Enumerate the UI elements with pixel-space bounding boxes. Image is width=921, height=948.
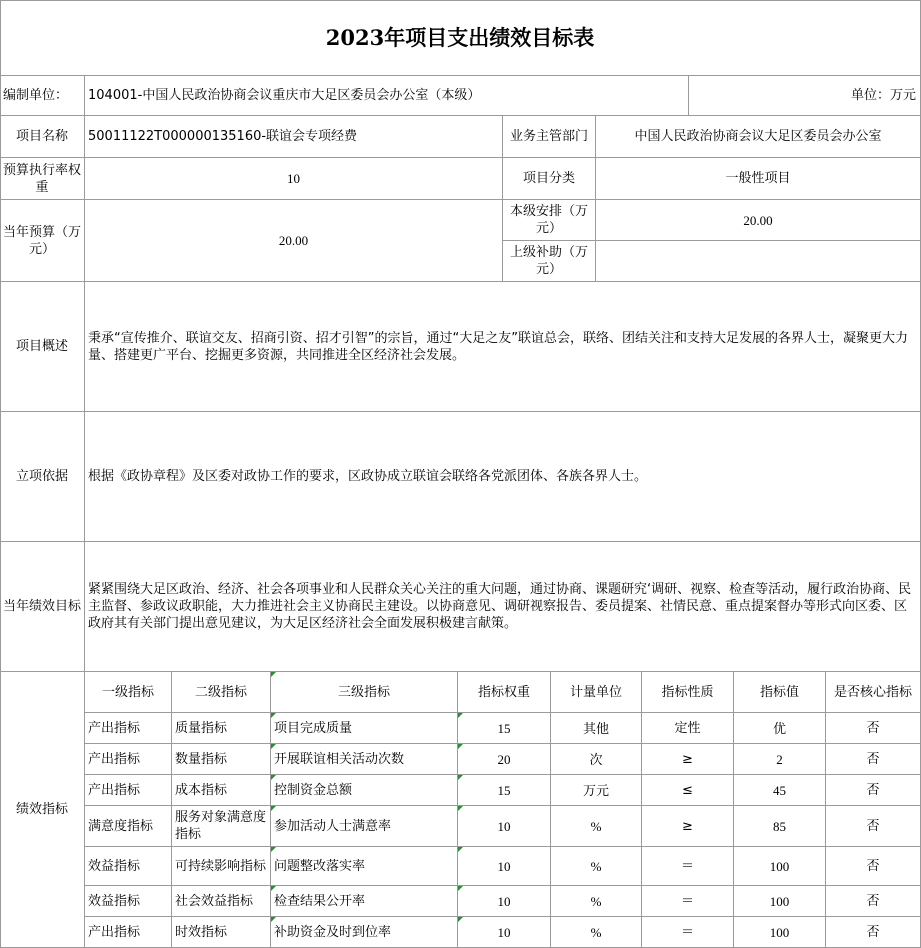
indicator-cell-level2[interactable]: 时效指标 bbox=[172, 917, 271, 948]
goal-label[interactable]: 当年绩效目标 bbox=[0, 542, 85, 672]
indicator-cell-level3[interactable]: 开展联谊相关活动次数 bbox=[271, 744, 458, 775]
indicator-cell-unit[interactable]: % bbox=[551, 806, 642, 847]
indicator-cell-level1[interactable]: 效益指标 bbox=[85, 847, 172, 886]
indicator-cell-core[interactable]: 否 bbox=[826, 847, 921, 886]
indicator-cell-level2[interactable]: 服务对象满意度指标 bbox=[172, 806, 271, 847]
indicator-cell-core[interactable]: 否 bbox=[826, 713, 921, 744]
overview-label[interactable]: 项目概述 bbox=[0, 282, 85, 412]
weight-value[interactable]: 10 bbox=[85, 158, 503, 200]
indicator-cell-level1[interactable]: 产出指标 bbox=[85, 713, 172, 744]
indicator-cell-value[interactable]: 优 bbox=[734, 713, 826, 744]
indicator-cell-unit[interactable]: 次 bbox=[551, 744, 642, 775]
indicator-cell-unit[interactable]: % bbox=[551, 917, 642, 948]
indicator-cell-weight[interactable]: 15 bbox=[458, 713, 551, 744]
indicator-cell-level1[interactable]: 产出指标 bbox=[85, 744, 172, 775]
indicator-cell-weight[interactable]: 10 bbox=[458, 917, 551, 948]
indicator-cell-core[interactable]: 否 bbox=[826, 744, 921, 775]
indicator-cell-core[interactable]: 否 bbox=[826, 806, 921, 847]
org-label[interactable]: 编制单位： bbox=[0, 76, 85, 116]
indicator-cell-nature[interactable]: ＝ bbox=[642, 886, 734, 917]
indicator-cell-level1[interactable]: 效益指标 bbox=[85, 886, 172, 917]
header-weight[interactable]: 指标权重 bbox=[458, 672, 551, 713]
basis-text[interactable]: 根据《政协章程》及区委对政协工作的要求，区政协成立联谊会联络各党派团体、各族各界人士。 bbox=[85, 412, 921, 542]
indicator-cell-nature[interactable]: ＝ bbox=[642, 847, 734, 886]
indicator-cell-weight[interactable]: 10 bbox=[458, 886, 551, 917]
sheet-title[interactable]: 2023年项目支出绩效目标表 bbox=[0, 0, 921, 76]
local-budget-label[interactable]: 本级安排（万元） bbox=[503, 200, 596, 241]
header-nature[interactable]: 指标性质 bbox=[642, 672, 734, 713]
header-core[interactable]: 是否核心指标 bbox=[826, 672, 921, 713]
category-value[interactable]: 一般性项目 bbox=[596, 158, 921, 200]
indicator-cell-core[interactable]: 否 bbox=[826, 917, 921, 948]
indicator-cell-weight[interactable]: 10 bbox=[458, 806, 551, 847]
overview-text[interactable]: 秉承“宣传推介、联谊交友、招商引资、招才引智”的宗旨，通过“大足之友”联谊总会，联络、团结关注和支持大足发展的各界人士，凝聚更大力量、搭建更广平台、挖掘更多资源，共同推进全区经济社会发展。 bbox=[85, 282, 921, 412]
indicator-cell-nature[interactable]: ≤ bbox=[642, 775, 734, 806]
header-level3[interactable]: 三级指标 bbox=[271, 672, 458, 713]
indicator-cell-level3[interactable]: 检查结果公开率 bbox=[271, 886, 458, 917]
local-budget-value[interactable]: 20.00 bbox=[596, 200, 921, 241]
indicator-cell-value[interactable]: 2 bbox=[734, 744, 826, 775]
unit-label[interactable]: 单位：万元 bbox=[689, 76, 921, 116]
indicator-cell-weight[interactable]: 10 bbox=[458, 847, 551, 886]
indicator-cell-core[interactable]: 否 bbox=[826, 775, 921, 806]
weight-label[interactable]: 预算执行率权重 bbox=[0, 158, 85, 200]
indicator-cell-unit[interactable]: % bbox=[551, 886, 642, 917]
goal-text[interactable]: 紧紧围绕大足区政治、经济、社会各项事业和人民群众关心关注的重大问题，通过协商、课题研究‘调研、视察、检查等活动，履行政治协商、民主监督、参政议政职能，大力推进社会主义协商民主建设。以协商意见、调研视察报告、委员提案、社情民意、重点提案督办等形式向区委、区政府其有关部门提出意见建议，为大足区经济社会全面发展积极建言献策。 bbox=[85, 542, 921, 672]
indicator-cell-level3[interactable]: 补助资金及时到位率 bbox=[271, 917, 458, 948]
category-label[interactable]: 项目分类 bbox=[503, 158, 596, 200]
indicator-cell-level2[interactable]: 数量指标 bbox=[172, 744, 271, 775]
org-value[interactable]: 104001-中国人民政治协商会议重庆市大足区委员会办公室（本级） bbox=[85, 76, 689, 116]
indicator-cell-level2[interactable]: 质量指标 bbox=[172, 713, 271, 744]
indicator-cell-level2[interactable]: 成本指标 bbox=[172, 775, 271, 806]
indicator-cell-value[interactable]: 85 bbox=[734, 806, 826, 847]
project-name-value[interactable]: 50011122T000000135160-联谊会专项经费 bbox=[85, 116, 503, 158]
indicator-cell-nature[interactable]: ≥ bbox=[642, 806, 734, 847]
indicator-cell-level3[interactable]: 问题整改落实率 bbox=[271, 847, 458, 886]
indicator-cell-unit[interactable]: 其他 bbox=[551, 713, 642, 744]
indicator-cell-nature[interactable]: 定性 bbox=[642, 713, 734, 744]
indicator-cell-level1[interactable]: 产出指标 bbox=[85, 917, 172, 948]
indicator-cell-level3[interactable]: 参加活动人士满意率 bbox=[271, 806, 458, 847]
indicator-cell-level2[interactable]: 社会效益指标 bbox=[172, 886, 271, 917]
subsidy-value[interactable] bbox=[596, 241, 921, 282]
header-level2[interactable]: 二级指标 bbox=[172, 672, 271, 713]
project-name-label[interactable]: 项目名称 bbox=[0, 116, 85, 158]
header-level1[interactable]: 一级指标 bbox=[85, 672, 172, 713]
subsidy-label[interactable]: 上级补助（万元） bbox=[503, 241, 596, 282]
indicator-cell-level3[interactable]: 控制资金总额 bbox=[271, 775, 458, 806]
indicator-cell-nature[interactable]: ≥ bbox=[642, 744, 734, 775]
indicator-cell-level2[interactable]: 可持续影响指标 bbox=[172, 847, 271, 886]
budget-value[interactable]: 20.00 bbox=[85, 200, 503, 282]
dept-label[interactable]: 业务主管部门 bbox=[503, 116, 596, 158]
indicator-cell-level1[interactable]: 满意度指标 bbox=[85, 806, 172, 847]
header-unit[interactable]: 计量单位 bbox=[551, 672, 642, 713]
header-value[interactable]: 指标值 bbox=[734, 672, 826, 713]
indicators-label[interactable]: 绩效指标 bbox=[0, 672, 85, 948]
indicator-cell-weight[interactable]: 15 bbox=[458, 775, 551, 806]
indicator-cell-value[interactable]: 100 bbox=[734, 886, 826, 917]
indicator-cell-value[interactable]: 100 bbox=[734, 917, 826, 948]
dept-value[interactable]: 中国人民政治协商会议大足区委员会办公室 bbox=[596, 116, 921, 158]
indicator-cell-nature[interactable]: ＝ bbox=[642, 917, 734, 948]
basis-label[interactable]: 立项依据 bbox=[0, 412, 85, 542]
indicator-cell-level1[interactable]: 产出指标 bbox=[85, 775, 172, 806]
indicator-cell-value[interactable]: 45 bbox=[734, 775, 826, 806]
indicator-cell-core[interactable]: 否 bbox=[826, 886, 921, 917]
indicator-cell-weight[interactable]: 20 bbox=[458, 744, 551, 775]
budget-label[interactable]: 当年预算（万元） bbox=[0, 200, 85, 282]
indicator-cell-unit[interactable]: % bbox=[551, 847, 642, 886]
indicator-cell-unit[interactable]: 万元 bbox=[551, 775, 642, 806]
indicator-cell-level3[interactable]: 项目完成质量 bbox=[271, 713, 458, 744]
indicator-cell-value[interactable]: 100 bbox=[734, 847, 826, 886]
